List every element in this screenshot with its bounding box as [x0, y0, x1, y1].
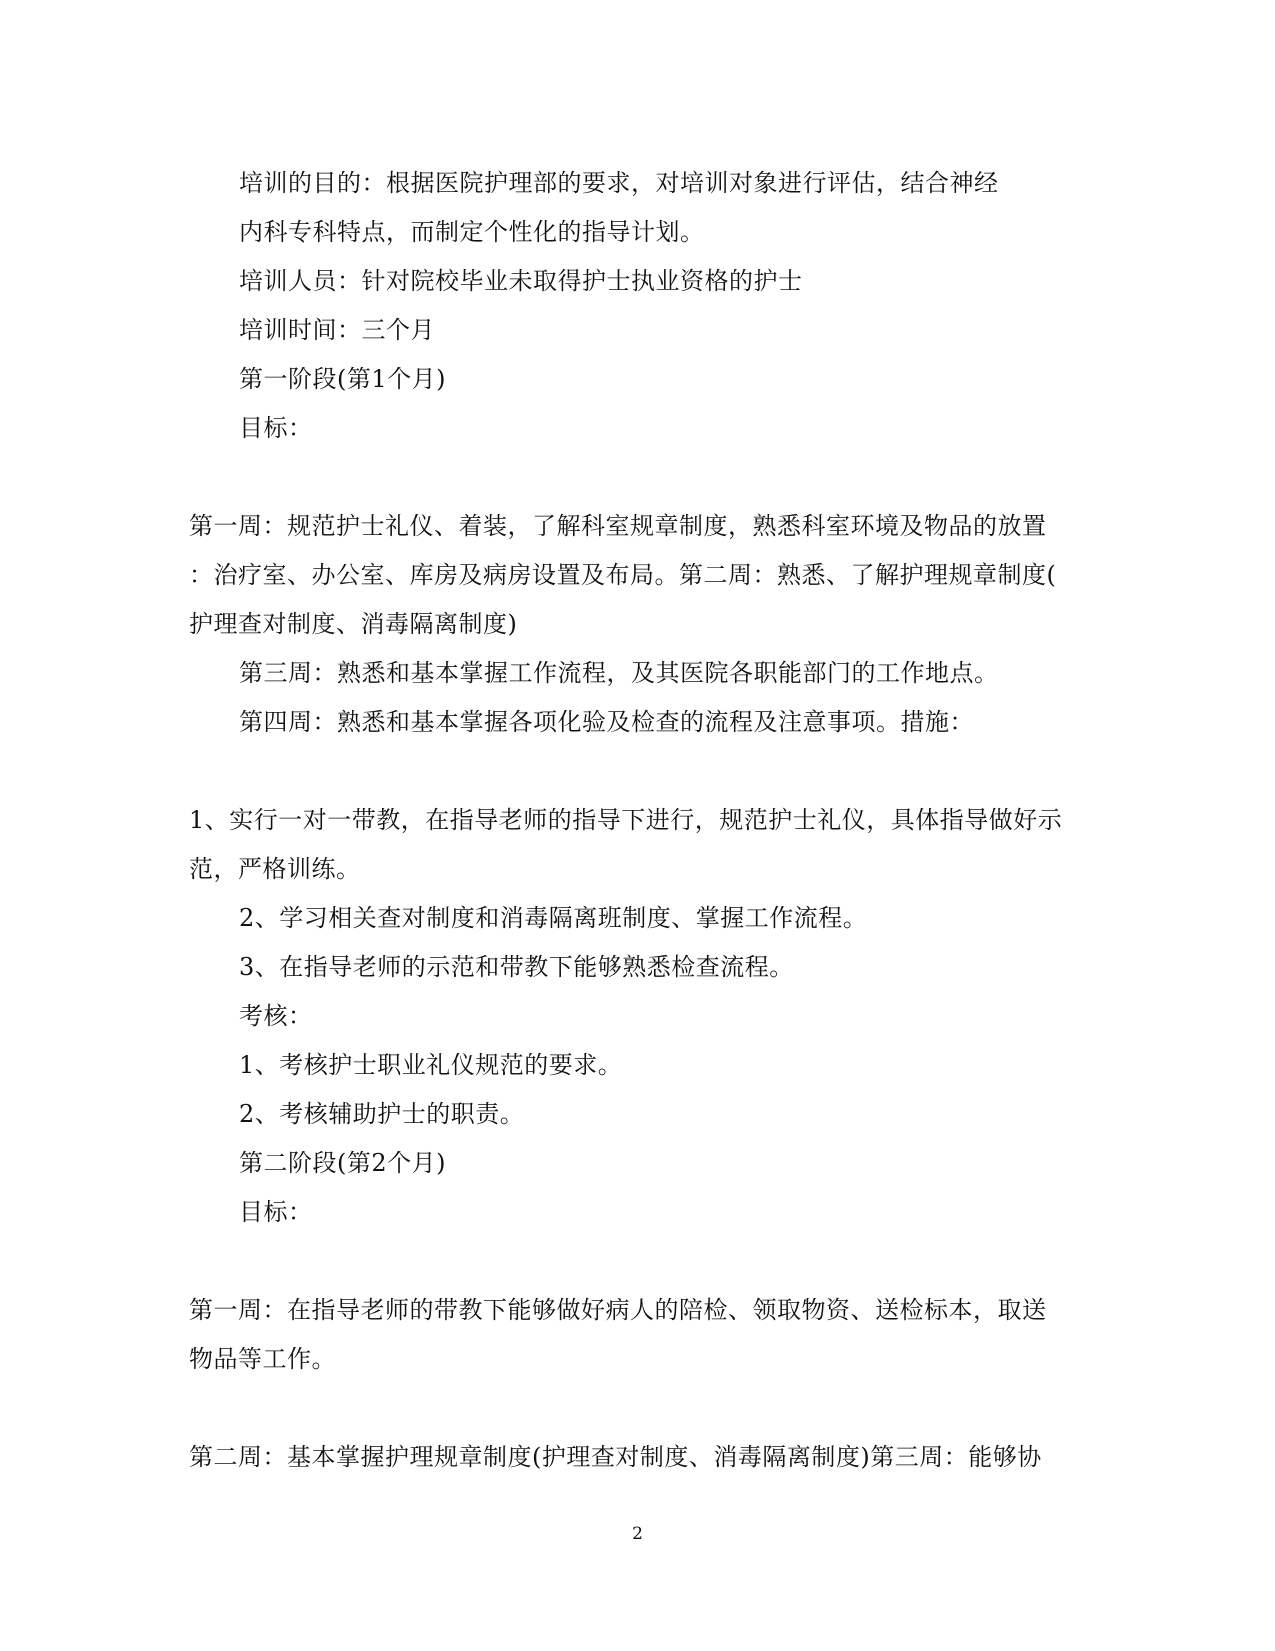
text-line: 第一周：规范护士礼仪、着装，了解科室规章制度，熟悉科室环境及物品的放置: [189, 512, 1047, 540]
text-line: 第一周：在指导老师的带教下能够做好病人的陪检、领取物资、送检标本，取送: [189, 1296, 1047, 1324]
text-line: 2、学习相关查对制度和消毒隔离班制度、掌握工作流程。: [239, 904, 868, 932]
text-line: 目标：: [239, 414, 313, 442]
page-number: 2: [632, 1524, 643, 1544]
text-line: 培训时间：三个月: [239, 316, 435, 344]
text-line: 第四周：熟悉和基本掌握各项化验及检查的流程及注意事项。措施：: [239, 708, 974, 736]
text-line: 1、考核护士职业礼仪规范的要求。: [239, 1051, 623, 1079]
text-line: 物品等工作。: [189, 1345, 336, 1373]
text-line: 第二周：基本掌握护理规章制度(护理查对制度、消毒隔离制度)第三周：能够协: [189, 1443, 1042, 1471]
text-line: 培训人员：针对院校毕业未取得护士执业资格的护士: [239, 267, 803, 295]
text-line: 内科专科特点，而制定个性化的指导计划。: [239, 218, 705, 246]
text-line: 目标：: [239, 1198, 313, 1226]
text-line: 护理查对制度、消毒隔离制度): [189, 610, 518, 638]
text-line: 范，严格训练。: [189, 855, 361, 883]
section-heading: 第一阶段(第1个月): [239, 365, 446, 393]
text-line: ：治疗室、办公室、库房及病房设置及布局。第二周：熟悉、了解护理规章制度(: [189, 561, 1057, 589]
text-line: 2、考核辅助护士的职责。: [239, 1100, 525, 1128]
text-line: 考核：: [239, 1002, 313, 1030]
text-line: 3、在指导老师的示范和带教下能够熟悉检查流程。: [239, 953, 794, 981]
section-heading: 第二阶段(第2个月): [239, 1149, 446, 1177]
text-line: 1、实行一对一带教，在指导老师的指导下进行，规范护士礼仪，具体指导做好示: [189, 806, 1063, 834]
text-line: 培训的目的：根据医院护理部的要求，对培训对象进行评估，结合神经: [239, 169, 999, 197]
text-line: 第三周：熟悉和基本掌握工作流程，及其医院各职能部门的工作地点。: [239, 659, 999, 687]
